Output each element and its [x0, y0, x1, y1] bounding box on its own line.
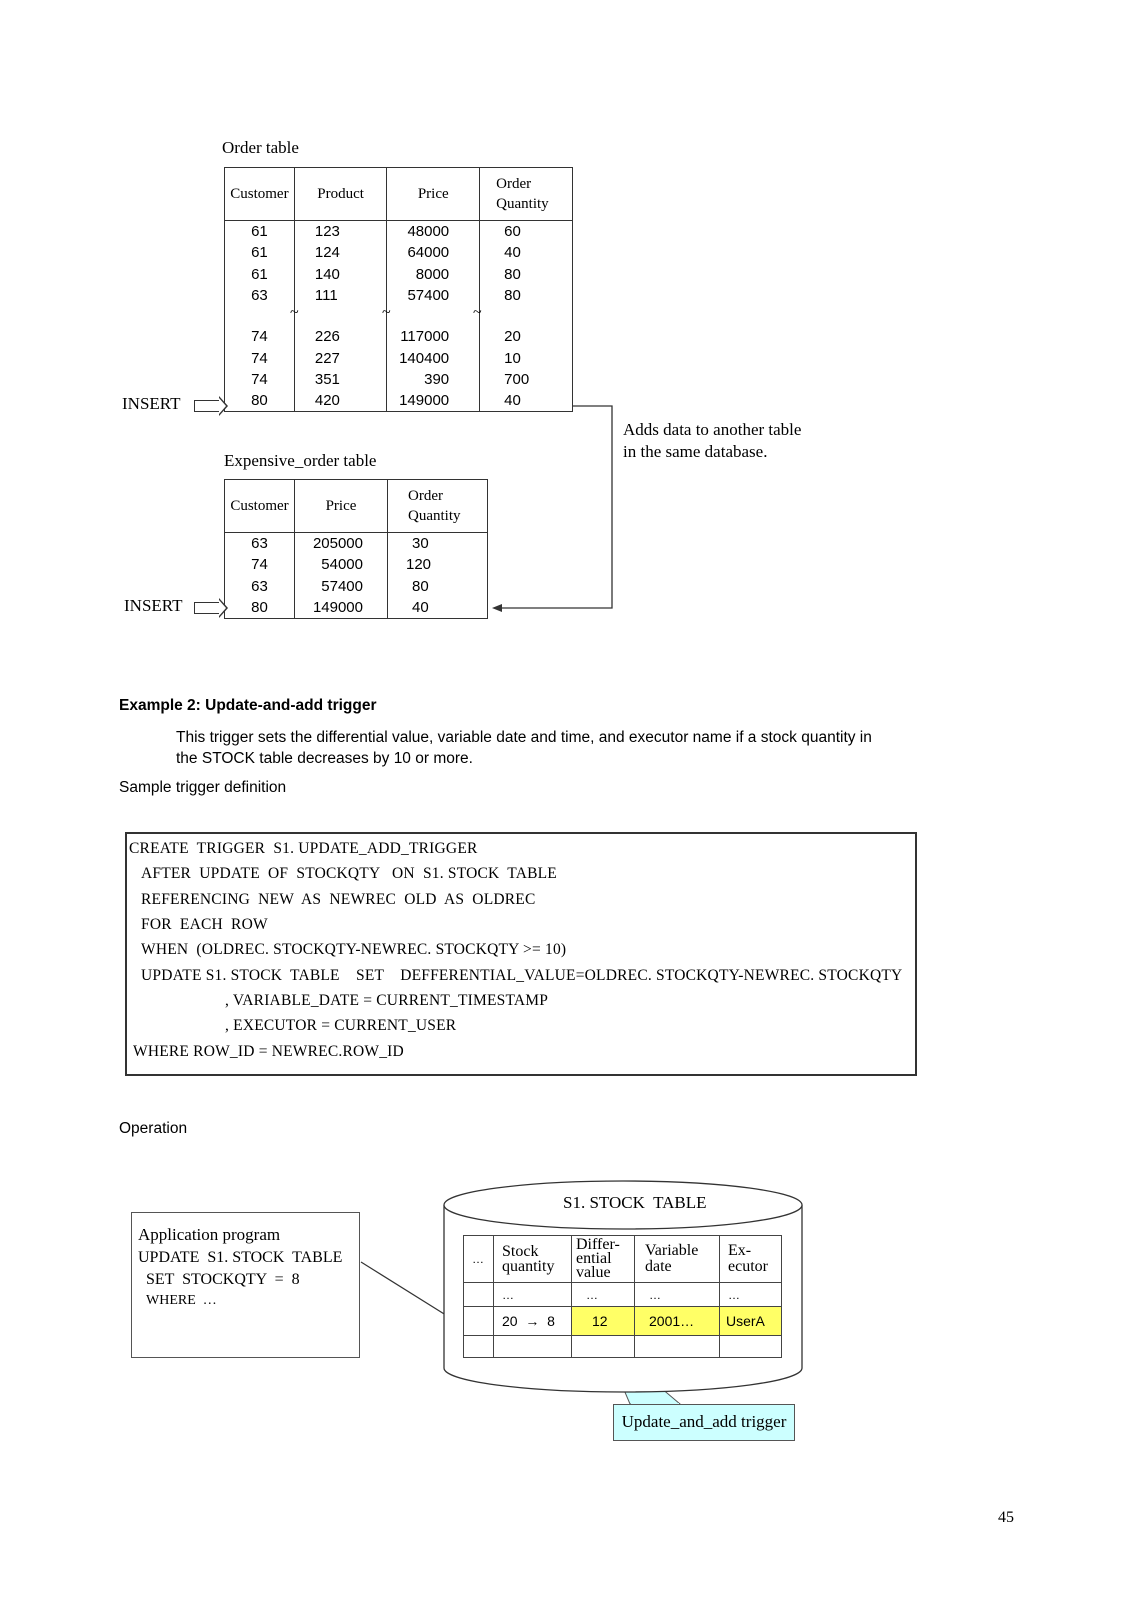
- cell: 140: [294, 264, 386, 285]
- cell: 30: [388, 533, 488, 555]
- adds-note-line: in the same database.: [623, 442, 768, 461]
- stock-table-title: S1. STOCK TABLE: [563, 1193, 707, 1212]
- cell: 390: [387, 369, 480, 390]
- cell: 64000: [387, 242, 480, 263]
- cell: …: [572, 1283, 635, 1307]
- cell: 74: [225, 326, 295, 347]
- table-row: [464, 1283, 782, 1307]
- description-line: the STOCK table decreases by 10 or more.: [176, 750, 473, 767]
- executor-cell: UserA: [720, 1307, 782, 1336]
- cell: 20: [480, 326, 573, 347]
- cell: …: [494, 1283, 572, 1307]
- insert-arrow-icon: [194, 602, 220, 614]
- cell: 20 → 8: [494, 1307, 572, 1336]
- exp-col-quantity-label: Order Quantity: [408, 488, 461, 524]
- exp-col-price: Price: [295, 480, 388, 533]
- application-program-box: [131, 1212, 360, 1358]
- adds-note-line: Adds data to another table: [623, 420, 802, 439]
- cell: 227: [294, 347, 386, 368]
- cell: 226: [294, 326, 386, 347]
- app-code-line: WHERE …: [146, 1293, 217, 1308]
- stock-col-differential-label: Differ- ential value: [576, 1236, 620, 1281]
- stock-col-more: …: [464, 1236, 494, 1283]
- description-line: This trigger sets the differential value, variable date and time, and executor name if a stock quantity in: [176, 729, 872, 746]
- stock-col-executor: [720, 1236, 782, 1283]
- table-row: [225, 554, 488, 575]
- cell: …: [635, 1283, 720, 1307]
- adds-note: [623, 419, 801, 463]
- cell: 54000: [295, 554, 388, 575]
- cell: 74: [225, 554, 295, 575]
- app-program-title: Application program: [138, 1225, 281, 1244]
- order-col-price: Price: [387, 168, 480, 221]
- table-row-empty: [464, 1336, 782, 1358]
- cell: 60: [480, 221, 573, 243]
- cell: 140400: [387, 347, 480, 368]
- code-line: , EXECUTOR = CURRENT_USER: [225, 1017, 457, 1034]
- app-code-line: SET STOCKQTY = 8: [146, 1271, 300, 1288]
- code-line: FOR EACH ROW: [141, 916, 268, 933]
- table-row: [225, 533, 488, 555]
- break-mark-icon: ~: [290, 304, 299, 321]
- order-col-product: Product: [294, 168, 386, 221]
- arrowhead-icon: [492, 604, 502, 612]
- order-table-caption: Order table: [222, 138, 299, 157]
- expensive-table-caption: Expensive_order table: [224, 451, 377, 470]
- operation-label: Operation: [119, 1120, 188, 1137]
- example-heading: Example 2: Update-and-add trigger: [119, 697, 377, 714]
- cell: 120: [388, 554, 488, 575]
- cell: 61: [225, 221, 295, 243]
- cell: 63: [225, 285, 295, 306]
- cell: 61: [225, 264, 295, 285]
- table-row: [225, 576, 488, 597]
- cell: 74: [225, 369, 295, 390]
- cell: 420: [294, 390, 386, 412]
- stock-col-date-label: Variable date: [645, 1242, 699, 1275]
- page-number: 45: [998, 1509, 1014, 1526]
- cell: 111: [294, 285, 386, 306]
- example-description: [176, 727, 872, 769]
- cell: 80: [480, 264, 573, 285]
- cell: 10: [480, 347, 573, 368]
- insert-label: INSERT: [122, 394, 181, 413]
- code-line: UPDATE S1. STOCK TABLE SET DEFFERENTIAL_VALUE=OLDREC. STOCKQTY-NEWREC. STOCKQTY: [141, 967, 903, 984]
- cell: 351: [294, 369, 386, 390]
- order-col-customer: Customer: [225, 168, 295, 221]
- cell: 149000: [387, 390, 480, 412]
- table-row-updated: [464, 1307, 782, 1336]
- table-row: [225, 597, 488, 619]
- cell: 61: [225, 242, 295, 263]
- stock-col-differential: [572, 1236, 635, 1283]
- stock-col-quantity: [494, 1236, 572, 1283]
- cell: 117000: [387, 326, 480, 347]
- cell: 74: [225, 347, 295, 368]
- exp-col-quantity: [388, 480, 488, 533]
- cell: 80: [388, 576, 488, 597]
- cell: 48000: [387, 221, 480, 243]
- differential-cell: 12: [572, 1307, 635, 1336]
- stock-col-quantity-label: Stock quantity: [502, 1243, 555, 1275]
- code-line: CREATE TRIGGER S1. UPDATE_ADD_TRIGGER: [129, 840, 478, 857]
- sample-label: Sample trigger definition: [119, 779, 287, 796]
- cell: 80: [225, 597, 295, 619]
- cell: 80: [225, 390, 295, 412]
- exp-col-customer: Customer: [225, 480, 295, 533]
- stock-table: [463, 1235, 782, 1358]
- break-mark-icon: ~: [382, 304, 391, 321]
- stock-col-executor-label: Ex- ecutor: [728, 1242, 768, 1275]
- cell: 124: [294, 242, 386, 263]
- code-line: WHERE ROW_ID = NEWREC.ROW_ID: [133, 1043, 404, 1060]
- cell: 63: [225, 576, 295, 597]
- cell: …: [720, 1283, 782, 1307]
- cell: 63: [225, 533, 295, 555]
- app-code-line: UPDATE S1. STOCK TABLE: [138, 1249, 343, 1266]
- date-cell: 2001…: [635, 1307, 720, 1336]
- cell: 40: [480, 242, 573, 263]
- cell: 40: [388, 597, 488, 619]
- cell: 149000: [295, 597, 388, 619]
- code-line: , VARIABLE_DATE = CURRENT_TIMESTAMP: [225, 992, 549, 1009]
- insert-label: INSERT: [124, 596, 183, 615]
- cell: [464, 1307, 494, 1336]
- cell: [464, 1283, 494, 1307]
- cell: 40: [480, 390, 573, 412]
- stock-col-date: [635, 1236, 720, 1283]
- cell: 700: [480, 369, 573, 390]
- cell: 57400: [295, 576, 388, 597]
- code-line: WHEN (OLDREC. STOCKQTY-NEWREC. STOCKQTY >= 10): [141, 941, 567, 958]
- code-line: REFERENCING NEW AS NEWREC OLD AS OLDREC: [141, 891, 536, 908]
- code-line: AFTER UPDATE OF STOCKQTY ON S1. STOCK TABLE: [141, 865, 557, 882]
- cell: 123: [294, 221, 386, 243]
- cell: 205000: [295, 533, 388, 555]
- stock-header-row: [464, 1236, 782, 1283]
- break-mark-icon: ~: [473, 304, 482, 321]
- order-col-quantity-label: Order Quantity: [496, 176, 549, 212]
- cell: 8000: [387, 264, 480, 285]
- trigger-callout: Update_and_add trigger: [613, 1404, 795, 1441]
- cell: 80: [480, 285, 573, 306]
- cell: 57400: [387, 285, 480, 306]
- trigger-code-box: [125, 832, 917, 1076]
- expensive-order-table: [224, 479, 488, 619]
